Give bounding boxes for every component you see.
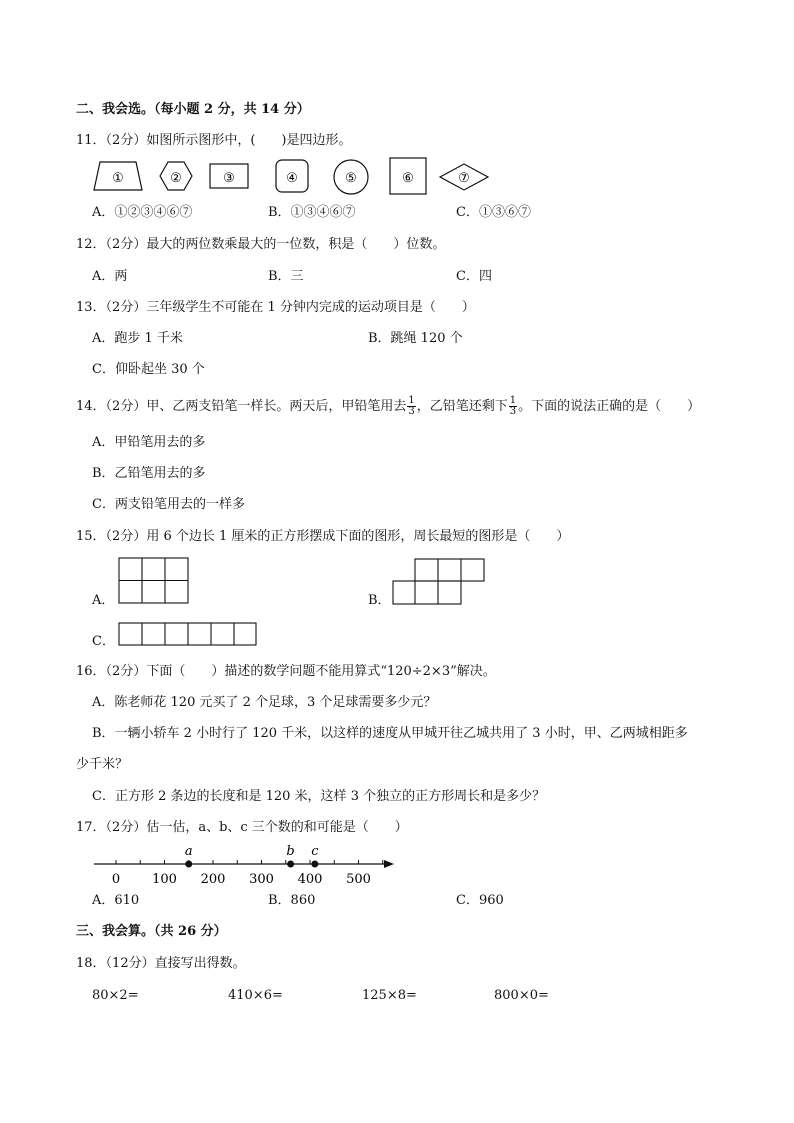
q14-stem xyxy=(76,393,700,421)
number-line-point-c xyxy=(311,861,318,868)
shape-label-7: ⑦ xyxy=(458,171,470,186)
q13-option-a[interactable]: A．跑步 1 千米 xyxy=(92,331,183,346)
number-line-tick-label: 200 xyxy=(200,872,226,887)
q16-stem: 16．（2分）下面（ ）描述的数学问题不能用算式“120÷2×3”解决。 xyxy=(76,664,496,679)
q17-option-c[interactable]: C．960 xyxy=(456,893,504,908)
q15-stem: 15．（2分）用 6 个边长 1 厘米的正方形摆成下面的图形，周长最短的图形是（ ） xyxy=(76,529,570,544)
q14-stem-part2: ，乙铅笔还剩下 xyxy=(416,399,508,414)
section-2-title: 二、我会选。（每小题 2 分，共 14 分） xyxy=(76,102,310,117)
q14-stem-part3: 。下面的说法正确的是（ ） xyxy=(518,399,701,414)
number-line-point-label: a xyxy=(184,844,193,859)
number-line-tick-label: 400 xyxy=(297,872,323,887)
q17-number-line xyxy=(90,840,400,890)
number-line-point-b xyxy=(287,861,294,868)
q15-option-c[interactable]: C． xyxy=(92,634,115,649)
shape-label-6: ⑥ xyxy=(402,171,414,186)
q15-figure-b xyxy=(392,558,486,606)
section-3-title: 三、我会算。（共 26 分） xyxy=(76,924,227,939)
q13-stem: 13．（2分）三年级学生不可能在 1 分钟内完成的运动项目是（ ） xyxy=(76,300,475,315)
q17-option-a[interactable]: A．610 xyxy=(92,893,140,908)
shape-label-4: ④ xyxy=(286,171,298,186)
q13-option-c[interactable]: C．仰卧起坐 30 个 xyxy=(92,362,205,377)
fraction-one-third: $\frac{1}{3}$ xyxy=(408,395,415,417)
q18-item-4: 800×0= xyxy=(494,988,549,1003)
q15-option-a[interactable]: A． xyxy=(92,593,115,608)
q16-option-c[interactable]: C．正方形 2 条边的长度和是 120 米，这样 3 个独立的正方形周长和是多少？ xyxy=(92,789,546,804)
q11-shapes xyxy=(88,156,498,198)
q15-figure-a xyxy=(118,557,190,605)
q18-item-2: 410×6= xyxy=(228,988,283,1003)
number-line-tick-label: 0 xyxy=(111,872,121,887)
q16-option-b-line1[interactable]: B．一辆小轿车 2 小时行了 120 千米，以这样的速度从甲城开往乙城共用了 3 小时，甲、乙两城相距多 xyxy=(92,726,688,741)
number-line-point-label: b xyxy=(286,844,295,859)
q14-option-c[interactable]: C．两支铅笔用去的一样多 xyxy=(92,497,245,512)
fraction-one-third-2: $\frac{1}{3}$ xyxy=(509,395,517,417)
q12-option-c[interactable]: C．四 xyxy=(456,269,492,284)
shape-label-1: ① xyxy=(112,171,124,186)
shape-label-3: ③ xyxy=(223,171,235,186)
q13-option-b[interactable]: B．跳绳 120 个 xyxy=(368,331,463,346)
q11-option-b[interactable]: B．①③④⑥⑦ xyxy=(268,205,356,220)
number-line-tick-label: 300 xyxy=(249,872,274,887)
q12-stem: 12．（2分）最大的两位数乘最大的一位数，积是（ ）位数。 xyxy=(76,237,446,252)
q12-option-b[interactable]: B．三 xyxy=(268,269,304,284)
q17-stem: 17．（2分）估一估，a、b、c 三个数的和可能是（ ） xyxy=(76,820,408,835)
shape-label-5: ⑤ xyxy=(345,171,357,186)
shape-label-2: ② xyxy=(170,171,182,186)
q14-option-a[interactable]: A．甲铅笔用去的多 xyxy=(92,435,206,450)
q14-option-b[interactable]: B．乙铅笔用去的多 xyxy=(92,466,206,481)
q11-stem: 11．（2分）如图所示图形中，( )是四边形。 xyxy=(76,133,352,148)
q15-figure-c xyxy=(118,622,258,646)
number-line-tick-label: 100 xyxy=(152,872,177,887)
q11-option-a[interactable]: A．①②③④⑥⑦ xyxy=(92,205,193,220)
q18-item-1: 80×2= xyxy=(92,988,139,1003)
q18-stem: 18．（12分）直接写出得数。 xyxy=(76,956,246,971)
q15-option-b[interactable]: B． xyxy=(368,593,391,608)
q18-item-3: 125×8= xyxy=(362,988,417,1003)
q11-option-c[interactable]: C．①③⑥⑦ xyxy=(456,205,531,220)
q17-option-b[interactable]: B．860 xyxy=(268,893,316,908)
q12-option-a[interactable]: A．两 xyxy=(92,269,128,284)
q14-stem-part1: 14．（2分）甲、乙两支铅笔一样长。两天后，甲铅笔用去 xyxy=(76,399,407,414)
number-line-tick-label: 500 xyxy=(346,872,371,887)
q16-option-a[interactable]: A．陈老师花 120 元买了 2 个足球，3 个足球需要多少元？ xyxy=(92,695,437,710)
number-line-point-a xyxy=(185,861,192,868)
number-line-point-label: c xyxy=(311,844,319,859)
q16-option-b-line2: 少千米？ xyxy=(76,757,129,772)
